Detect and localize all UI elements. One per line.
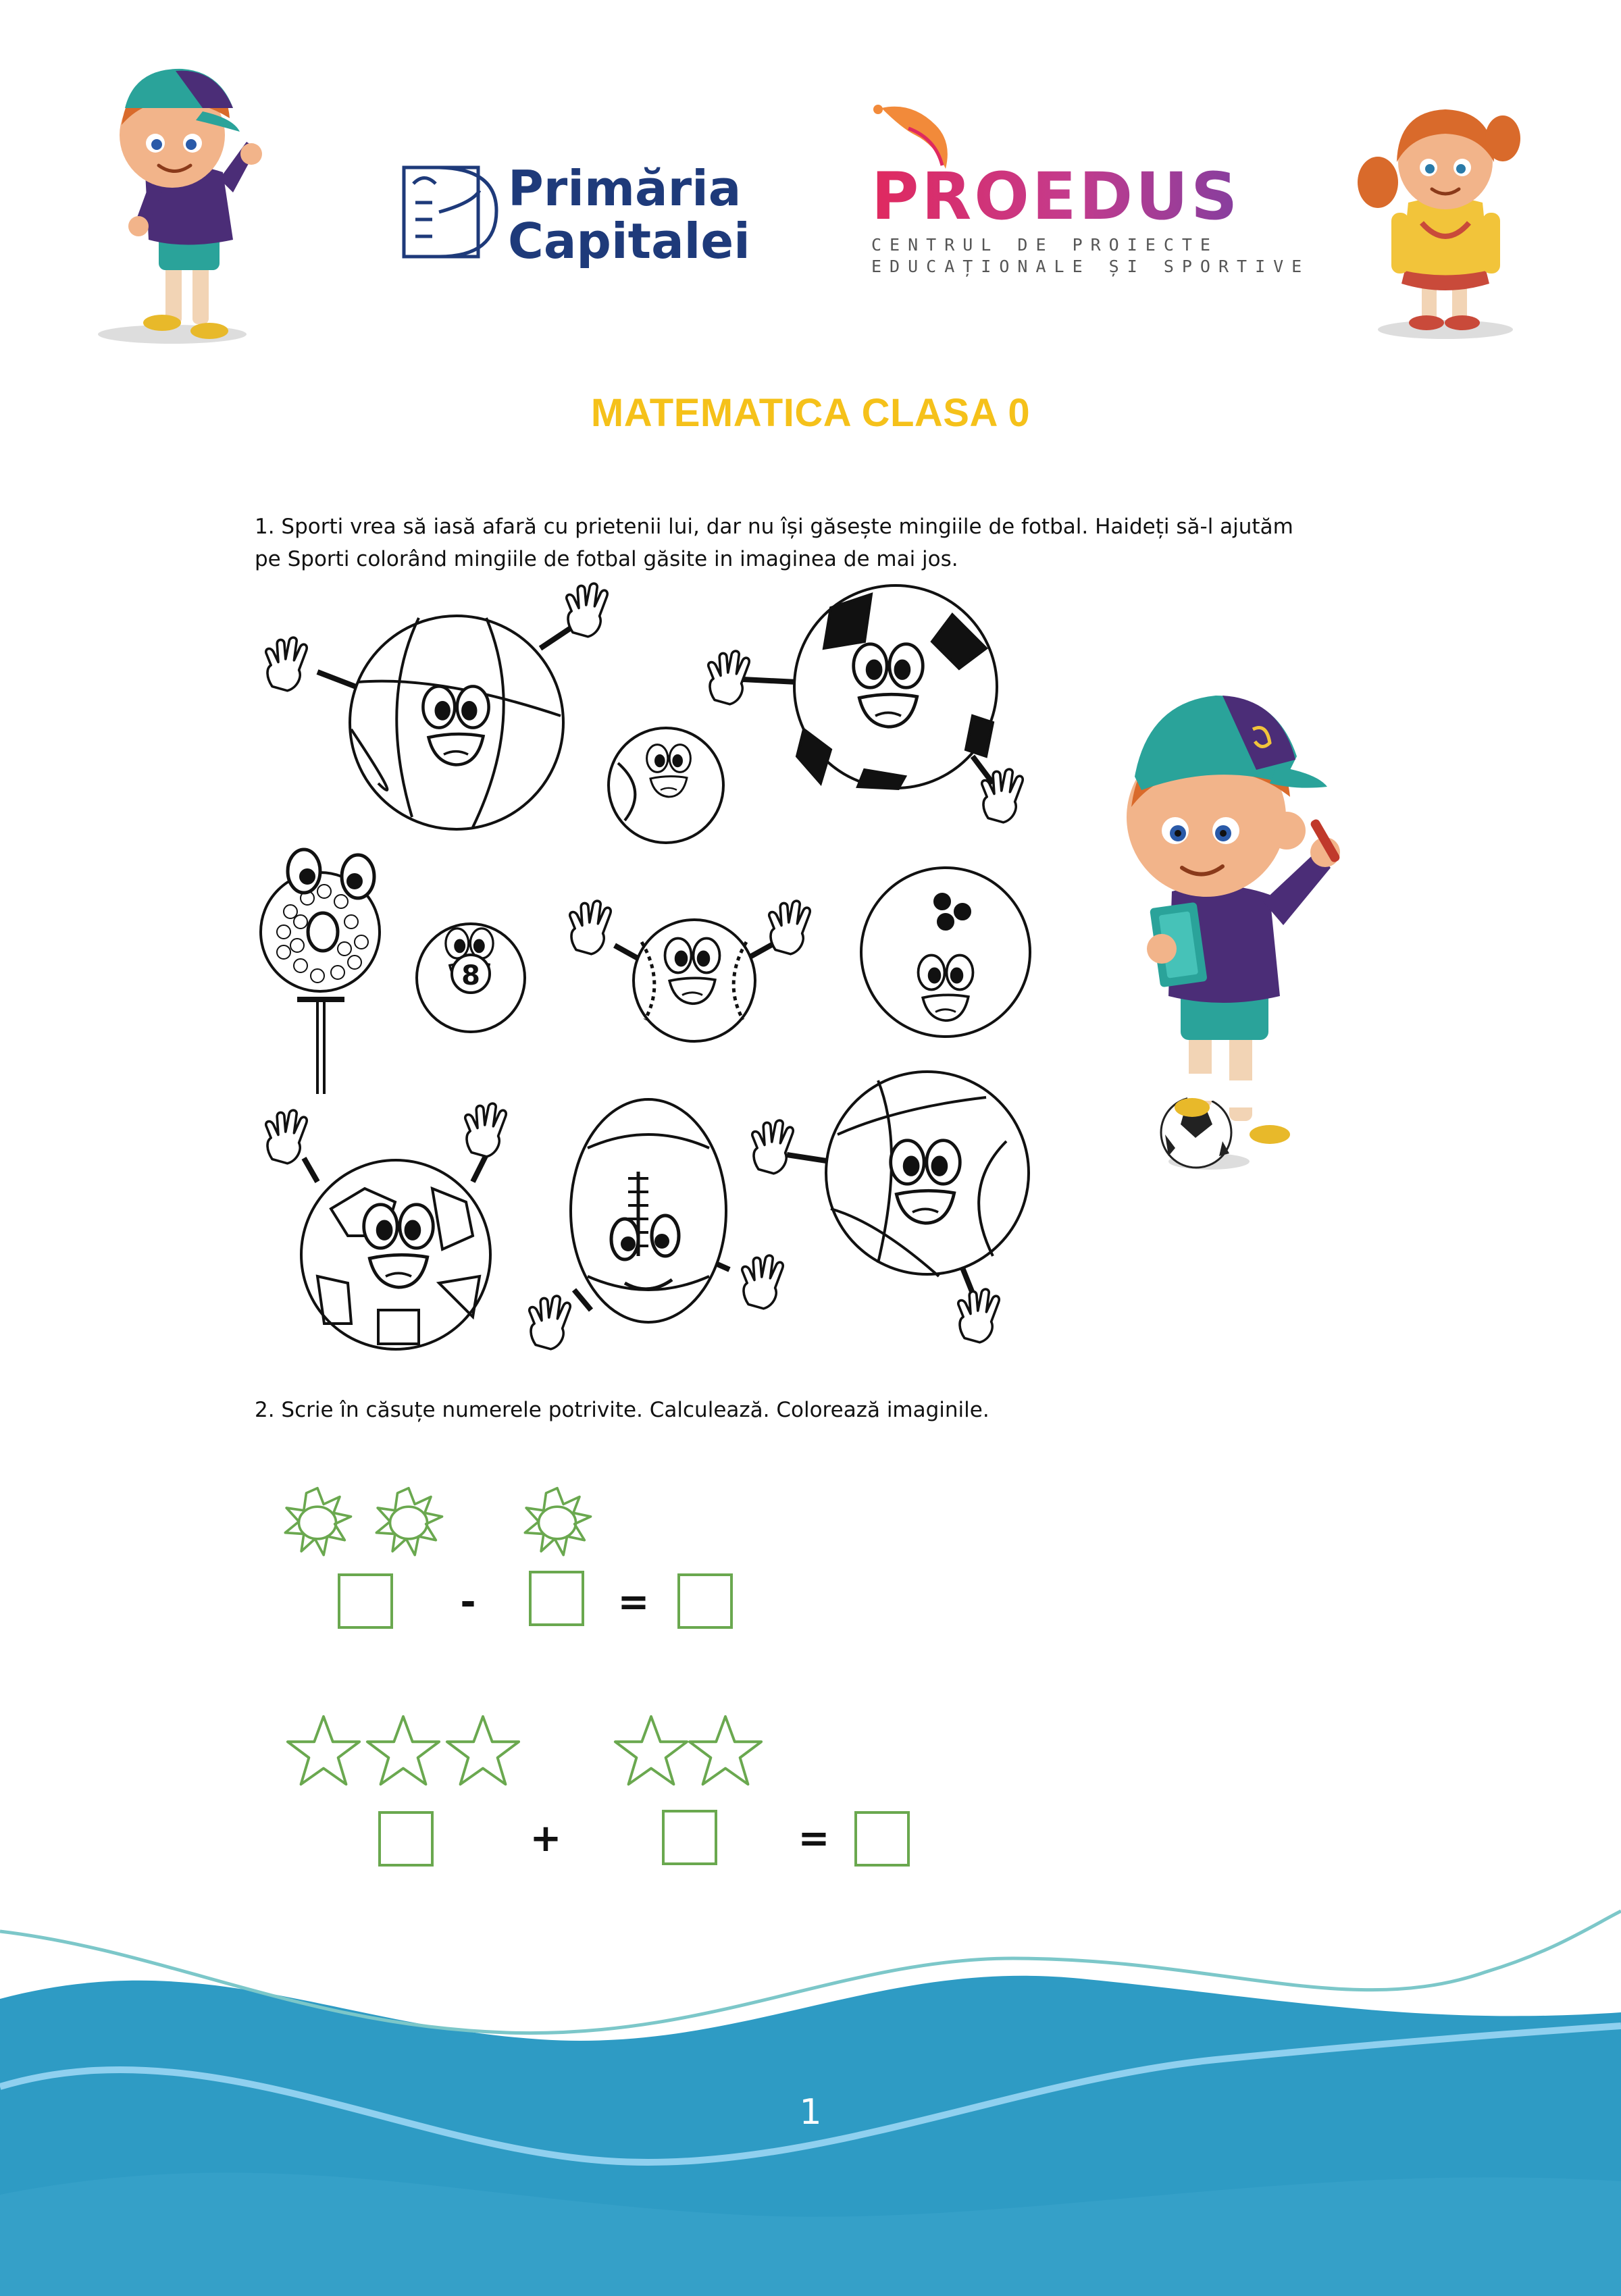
primaria-line2: Capitalei [508,213,750,269]
answer-box-eq1-left[interactable] [338,1573,393,1629]
star-icon [615,1717,687,1784]
page-title: MATEMATICA CLASA 0 [590,391,1031,435]
equals-sign: = [617,1580,650,1624]
primaria-logo [508,162,750,267]
proedus-subtitle-2: EDUCAȚIONALE ȘI SPORTIVE [871,257,1310,276]
star-icon [288,1717,359,1784]
operator-plus: + [530,1817,562,1860]
boy-mascot-with-book [1127,696,1341,1170]
sports-balls-illustration [261,583,1030,1349]
proedus-wordmark: PROEDUS [871,159,1310,234]
operator-minus: - [460,1580,476,1624]
proedus-logo [871,159,1310,278]
sun-icon [525,1488,590,1555]
eq1-left-group [277,1486,480,1560]
sun-icon [376,1488,442,1555]
task-2-instruction: 2. Scrie în căsuțe numerele potrivite. Calculează. Colorează imaginile. [255,1398,989,1422]
primaria-logo-mark [404,167,496,257]
answer-box-eq2-right[interactable] [662,1810,717,1865]
proedus-subtitle-1: CENTRUL DE PROIECTE [871,235,1218,255]
eq2-right-group [611,1713,773,1796]
eq2-left-group [284,1713,527,1796]
answer-box-eq1-right[interactable] [529,1571,584,1626]
svg-text:8: 8 [461,960,480,991]
answer-box-eq2-left[interactable] [378,1811,434,1867]
star-icon [447,1717,519,1784]
equals-sign: = [798,1817,830,1860]
primaria-line1: Primăria [508,160,742,217]
star-icon [367,1717,439,1784]
task-1-instruction: 1. Sporti vrea să iasă afară cu prietenii lui, dar nu își găsește mingiile de fotbal. Haideți să-l ajutăm pe Sporti colorând mingiile de fotbal găsite in imaginea de mai jos. [255,515,1293,571]
page-number: 1 [799,2092,822,2133]
girl-mascot-small [1358,109,1520,339]
sun-icon [285,1488,351,1555]
star-icon [690,1717,761,1784]
eq1-right-group [517,1486,601,1560]
boy-mascot-small [98,69,262,344]
answer-box-eq1-result[interactable] [677,1573,733,1629]
answer-box-eq2-result[interactable] [854,1811,910,1867]
